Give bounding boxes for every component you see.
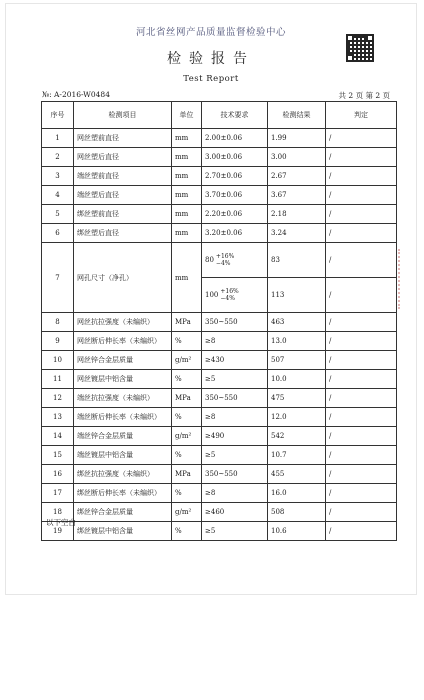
result: 1.99: [268, 129, 326, 148]
result: 3.67: [268, 186, 326, 205]
row-number: 10: [42, 351, 74, 370]
requirement: 2.00±0.06: [202, 129, 268, 148]
row-number: 14: [42, 427, 74, 446]
verdict: /: [326, 351, 397, 370]
table-row: [42, 313, 397, 332]
organization-name: 河北省丝网产品质量监督检验中心: [135, 27, 286, 38]
requirement: 2.70±0.06: [202, 167, 268, 186]
requirement: 350~550: [202, 465, 268, 484]
unit: %: [172, 370, 202, 389]
requirement: 2.20±0.06: [202, 205, 268, 224]
row-number: 17: [42, 484, 74, 503]
row-number: 7: [42, 243, 74, 313]
unit: mm: [172, 129, 202, 148]
requirement: 3.20±0.06: [202, 224, 268, 243]
verdict: /: [326, 186, 397, 205]
verdict: /: [326, 465, 397, 484]
test-item: 绑丝镀层中铝含量: [74, 522, 172, 541]
test-item: 端丝锌合金层质量: [74, 427, 172, 446]
report-title: 检验报告: [167, 51, 255, 67]
verdict: /: [326, 313, 397, 332]
table-row: [42, 408, 397, 427]
unit: g/m²: [172, 351, 202, 370]
tolerance-plus: +16%: [215, 253, 235, 260]
result: 542: [268, 427, 326, 446]
page-count: 共 2 页 第 2 页: [338, 91, 390, 100]
verdict: /: [326, 522, 397, 541]
result: 3.00: [268, 148, 326, 167]
row-number: 4: [42, 186, 74, 205]
result: 113: [268, 278, 326, 313]
test-item: 网孔尺寸（净孔）: [74, 243, 172, 313]
table-row: [42, 484, 397, 503]
row-number: 5: [42, 205, 74, 224]
result: 507: [268, 351, 326, 370]
row-number: 6: [42, 224, 74, 243]
column-header: 检测项目: [74, 102, 172, 129]
unit: %: [172, 484, 202, 503]
verdict: /: [326, 205, 397, 224]
result: 12.0: [268, 408, 326, 427]
test-results-table: [41, 101, 397, 541]
test-item: 网丝镀层中铝含量: [74, 370, 172, 389]
table-row: [42, 465, 397, 484]
row-number: 16: [42, 465, 74, 484]
requirement: ≥460: [202, 503, 268, 522]
column-header: 序号: [42, 102, 74, 129]
test-item: 绑丝塑前直径: [74, 205, 172, 224]
table-row: [42, 351, 397, 370]
unit: %: [172, 446, 202, 465]
requirement: ≥430: [202, 351, 268, 370]
tolerance: [216, 253, 234, 267]
result: 10.0: [268, 370, 326, 389]
unit: %: [172, 332, 202, 351]
verdict: /: [326, 129, 397, 148]
tolerance-minus: −4%: [220, 295, 235, 302]
column-header: 检测结果: [268, 102, 326, 129]
test-item: 网丝锌合金层质量: [74, 351, 172, 370]
test-item: 端丝镀层中铝含量: [74, 446, 172, 465]
result: 10.6: [268, 522, 326, 541]
verdict: /: [326, 370, 397, 389]
nominal-size: 100: [205, 291, 219, 299]
result: 508: [268, 503, 326, 522]
result: 10.7: [268, 446, 326, 465]
test-item: 端丝断后伸长率（未编织）: [74, 408, 172, 427]
test-item: 网丝抗拉强度（未编织）: [74, 313, 172, 332]
unit: g/m²: [172, 503, 202, 522]
table-row: [42, 370, 397, 389]
table-row: [42, 148, 397, 167]
result: 2.18: [268, 205, 326, 224]
unit: MPa: [172, 313, 202, 332]
unit: mm: [172, 167, 202, 186]
requirement: ≥8: [202, 408, 268, 427]
requirement: 3.70±0.06: [202, 186, 268, 205]
table-row: [42, 503, 397, 522]
table-row: [42, 332, 397, 351]
test-item: 绑丝塑后直径: [74, 224, 172, 243]
report-page: [6, 4, 416, 594]
requirement: ≥8: [202, 332, 268, 351]
row-number: 12: [42, 389, 74, 408]
requirement: [202, 243, 268, 278]
row-number: 2: [42, 148, 74, 167]
tolerance-plus: +16%: [220, 288, 239, 295]
requirement: ≥490: [202, 427, 268, 446]
nominal-size: 80: [205, 256, 214, 264]
row-number: 1: [42, 129, 74, 148]
table-row: [42, 446, 397, 465]
unit: mm: [172, 243, 202, 313]
result: 13.0: [268, 332, 326, 351]
table-row: [42, 167, 397, 186]
requirement: ≥5: [202, 522, 268, 541]
column-header: 判定: [326, 102, 397, 129]
test-item: 绑丝断后伸长率（未编织）: [74, 484, 172, 503]
unit: MPa: [172, 389, 202, 408]
footer-note: 以下空白: [46, 518, 76, 527]
row-number: 19: [42, 522, 74, 541]
table-row: [42, 129, 397, 148]
verdict: /: [326, 484, 397, 503]
requirement: 350~550: [202, 313, 268, 332]
row-number: 3: [42, 167, 74, 186]
table-row: [42, 205, 397, 224]
unit: %: [172, 522, 202, 541]
test-item: 端丝抗拉强度（未编织）: [74, 389, 172, 408]
verdict: /: [326, 332, 397, 351]
result: 463: [268, 313, 326, 332]
table-row: [42, 427, 397, 446]
test-item: 端丝塑后直径: [74, 186, 172, 205]
test-item: 网丝塑后直径: [74, 148, 172, 167]
tolerance-minus: −4%: [215, 260, 231, 267]
test-item: 网丝断后伸长率（未编织）: [74, 332, 172, 351]
verdict: /: [326, 148, 397, 167]
table-row: [42, 243, 397, 278]
test-item: 网丝塑前直径: [74, 129, 172, 148]
verdict: /: [326, 243, 397, 278]
verdict: /: [326, 503, 397, 522]
column-header: 单位: [172, 102, 202, 129]
result: 83: [268, 243, 326, 278]
unit: g/m²: [172, 427, 202, 446]
requirement: 3.00±0.06: [202, 148, 268, 167]
row-number: 18: [42, 503, 74, 522]
verdict: /: [326, 427, 397, 446]
requirement: ≥8: [202, 484, 268, 503]
row-number: 13: [42, 408, 74, 427]
tolerance: [220, 288, 238, 302]
unit: mm: [172, 186, 202, 205]
requirement: ≥5: [202, 446, 268, 465]
unit: MPa: [172, 465, 202, 484]
row-number: 9: [42, 332, 74, 351]
verdict: /: [326, 446, 397, 465]
result: 16.0: [268, 484, 326, 503]
report-number: №: A-2016-W0484: [42, 90, 110, 99]
test-item: 绑丝锌合金层质量: [74, 503, 172, 522]
result: 475: [268, 389, 326, 408]
table-row: [42, 389, 397, 408]
verdict: /: [326, 224, 397, 243]
column-header: 技术要求: [202, 102, 268, 129]
requirement: 350~550: [202, 389, 268, 408]
report-subtitle: Test Report: [183, 74, 239, 84]
seal-stamp-mark: [398, 249, 410, 309]
verdict: /: [326, 408, 397, 427]
test-item: 端丝塑前直径: [74, 167, 172, 186]
unit: mm: [172, 224, 202, 243]
table-row: [42, 522, 397, 541]
row-number: 11: [42, 370, 74, 389]
unit: %: [172, 408, 202, 427]
unit: mm: [172, 205, 202, 224]
table-row: [42, 186, 397, 205]
unit: mm: [172, 148, 202, 167]
result: 3.24: [268, 224, 326, 243]
verdict: /: [326, 278, 397, 313]
table-row: [42, 224, 397, 243]
table-header-row: [42, 102, 397, 129]
result: 2.67: [268, 167, 326, 186]
verdict: /: [326, 389, 397, 408]
requirement: ≥5: [202, 370, 268, 389]
row-number: 8: [42, 313, 74, 332]
row-number: 15: [42, 446, 74, 465]
verdict: /: [326, 167, 397, 186]
requirement: [202, 278, 268, 313]
result: 455: [268, 465, 326, 484]
test-item: 绑丝抗拉强度（未编织）: [74, 465, 172, 484]
table-body: [42, 129, 397, 541]
